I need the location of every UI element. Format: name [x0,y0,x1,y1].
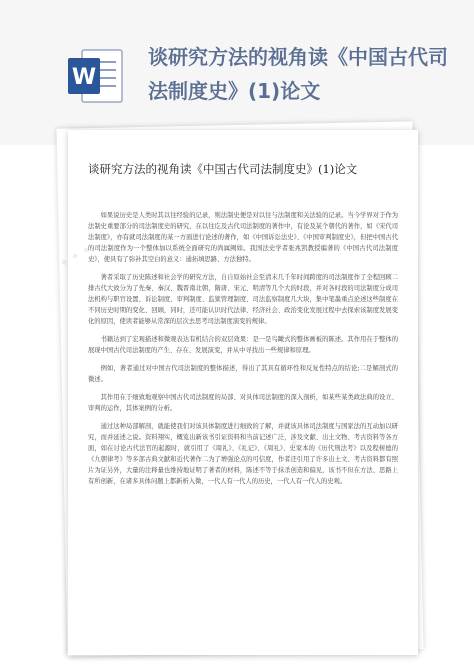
document-title: 谈研究方法的视角读《中国古代司法制度史》(1)论文 [88,162,358,176]
paragraph: 例如，著者通过对中国古代司法制度的整体描述，得出了其具有循环性和反复性特点的结论;二是解剖式的微述。 [88,365,398,383]
document-page [57,130,418,655]
paragraph: 如果说历史是人类时其以往经验的记录，则法制史便是对以往与法制度和关法验的记录。当今学界对于作为法制史重要部分的司法制度史的研究，在以往讫及古代司法制度的著作中，有论及某个朝代的著作，如《宋代司法制度》，亦有就司法制度的某一方面进行论述的著作，如《中国诉讼法史》、《中国审判制度史》，但把中国古代的司法制度作为一个整体加以系统全面研究的尚属阙如。我国法史学者张兆凯教授编著的《中国古代司法制度史》，使具有了弥补其空白的意义：通拓填思路、方法独特。 [88,212,398,263]
paragraph: 著者采取了历史陈述和社会学的研究方法，自自原始社会至清末几千年时间跨度的司法制度作了全程回顾二排古代大致分为了先秦、秦汉、魏晋南北朝，隋唐、宋元、明清等几个大的时段，并对各时段的司法制度分成司法机构与职官设置、诉讼制度、审判制度、监狱管理制度、司法监察制度几大块，集中笔墨重点论述这些制度在不同历史时期的变化、回顾，同时，还可能认识时代法律、经济社会、政治变化发展过程中去探索该制度发展变化的原因，使读者能够从常深的层次去思考司法制度演变的规律。 [88,274,398,325]
paragraph: 书籍达到了宏观描述和微观表达有机结合的双层效果：是一是鸟瞰式的整体画板的陈述。其作用在于整体的展现中国古代司法制度的产生、存在、发展演变，并从中寻找出一些规律和原理。 [88,336,398,354]
svg-text:W: W [71,65,97,90]
paragraph: 其作用在于细致地观察中国古代司法制度的局部、对具体司法制度的深入剖析，如某些某类政法典的设立、审判的运作，其体案例的分析。 [88,394,398,412]
document-body [88,210,398,494]
watermark: ✦ ✦ ✦ [57,242,94,271]
page-title: 谈研究方法的视角读《中国古代司法制度史》(1)论文 [148,45,448,103]
paragraph: 通过这种局部解剖，就能使我们对该具体制度进行细致的了解，并就该具体司法制度与国家法的互动加以研究，而并延述之说。资料翔实，概览出新该书引证资料和当前记述广泛，涉及文献、出土文物、考古资料等各方面，如在讨论古代法官的起源时，就引用了《周礼》、《礼记》、《周礼》、史家本的《历代刑法考》以及程树德的《九朝律考》等多部古典文献和近代著作二为了增强论点的可信度，作者还引用了许多出土文、考古资料都有照片为证另外，大量的注释量也维持地证明了著者的材料，陈述不等于抹杀创造和偏见，该书不但在方法、思路上有所创新，在诸多具体问题上都新析入微，一代人有一代人的历史，一代人有一代人的史观。 [88,423,398,485]
word-document-icon [66,46,126,106]
watermark: ✦ ✦ ✦ [287,422,324,451]
